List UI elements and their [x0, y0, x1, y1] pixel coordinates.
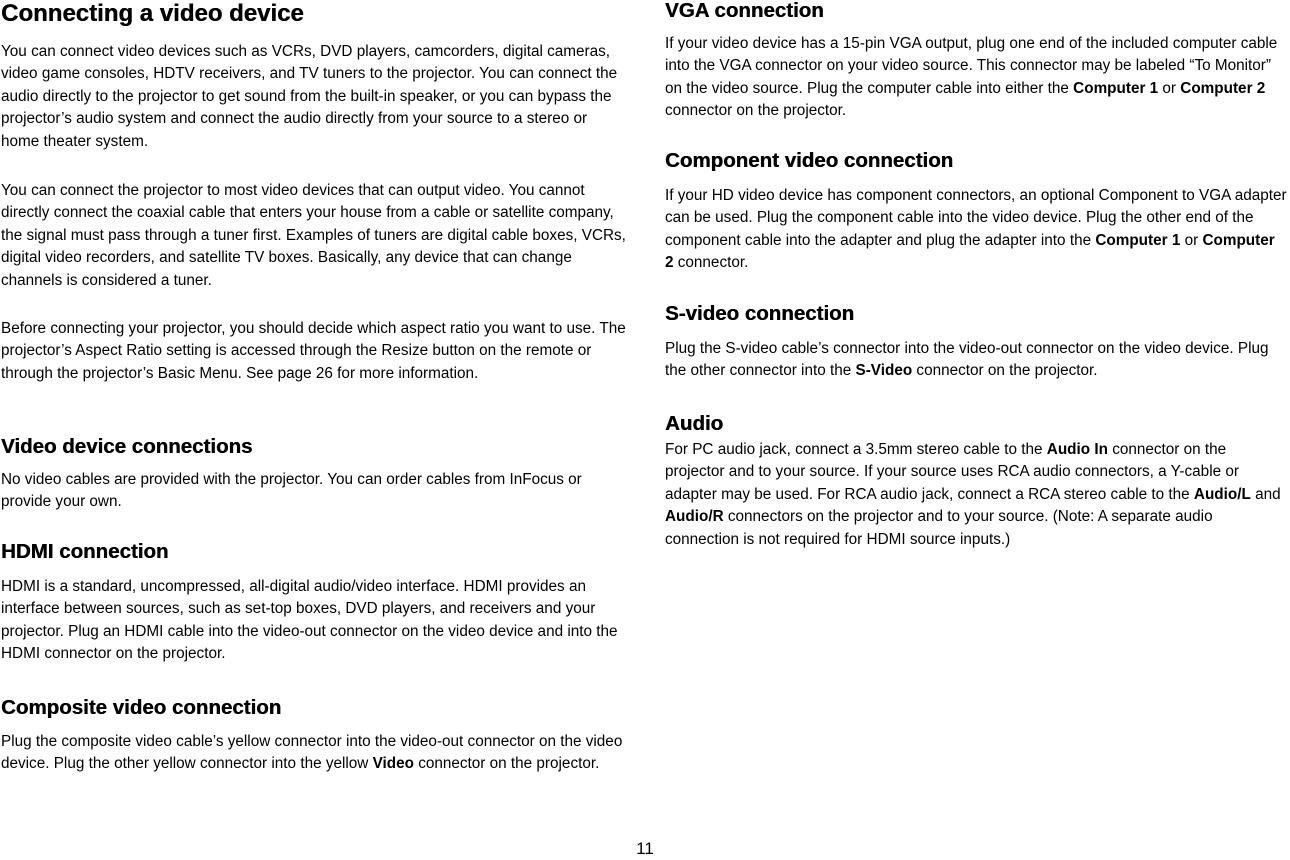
- composite-heading: Composite video connection: [1, 696, 282, 719]
- audio-in-term: Audio In: [1046, 441, 1108, 458]
- page-number: 11: [636, 839, 654, 858]
- hdmi-body: HDMI is a standard, uncompressed, all-digital audio/video interface. HDMI provides an interface between sources, such as set-top boxes, DVD players, and receivers and your projector. Plug an HDMI cable into the video-out connector on the video device and into the HDMI connector on the projector.: [1, 578, 618, 663]
- video-connections-body: No video cables are provided with the projector. You can order cables from InFocus or provide your own.: [1, 471, 582, 511]
- computer-2-term: Computer 2: [1180, 79, 1266, 97]
- audio-r-term: Audio/R: [665, 508, 724, 526]
- audio-heading: Audio: [665, 412, 724, 435]
- svideo-connector-term: S-Video: [855, 362, 913, 380]
- audio-body: For PC audio jack, connect a 3.5mm stereo cable to the Audio In connector on the projector and to your source. If your source uses RCA audio connectors, a Y-cable or adapter may be used. For RCA audio jack, connect a RCA stereo cable to the Audio/L and Audio/R connectors on the projector and to your source. (Note: A separate audio connection is not required for HDMI source inputs.): [665, 441, 1281, 548]
- intro-paragraph-1: You can connect video devices such as VCRs, DVD players, camcorders, digital cameras, video game consoles, HDTV receivers, and TV tuners to the projector. You can connect the audio directly to the projector to get sound from the built-in speaker, or you can bypass the projector’s audio system and connect the audio directly from your source to a stereo or home theater system.: [1, 43, 618, 150]
- page-title: Connecting a video device: [1, 0, 304, 27]
- component-heading: Component video connection: [665, 149, 954, 172]
- vga-body: If your video device has a 15-pin VGA output, plug one end of the included computer cable into the VGA connector on your video source. This connector may be labeled “To Monitor” on the video source. Plug the computer cable into either the Computer 1 or Computer 2 connector on the projector.: [665, 35, 1278, 120]
- hdmi-heading: HDMI connection: [1, 540, 169, 563]
- computer-1-term: Computer 1: [1073, 79, 1159, 97]
- svideo-body: Plug the S-video cable’s connector into the video-out connector on the video device. Plug the other connector into the S-Video connector on the projector.: [665, 340, 1269, 380]
- video-connector-term: Video: [372, 755, 414, 773]
- intro-paragraph-2: You can connect the projector to most video devices that can output video. You cannot directly connect the coaxial cable that enters your house from a cable or satellite company, the signal must pass through a tuner first. Examples of tuners are digital cable boxes, VCRs, digital video recorders, and satellite TV boxes. Basically, any device that can change channels is considered a tuner.: [1, 182, 626, 289]
- video-connections-heading: Video device connections: [1, 435, 253, 458]
- audio-l-term: Audio/L: [1193, 485, 1251, 503]
- computer-2-term: Computer 2: [665, 231, 1275, 272]
- intro-paragraph-3: Before connecting your projector, you should decide which aspect ratio you want to use. The projector’s Aspect Ratio setting is accessed through the Resize button on the remote or through the projector’s Basic Menu. See page 26 for more information.: [1, 320, 626, 382]
- svideo-heading: S-video connection: [665, 302, 855, 325]
- computer-1-term: Computer 1: [1095, 231, 1181, 249]
- vga-heading: VGA connection: [665, 0, 824, 22]
- composite-body: Plug the composite video cable’s yellow connector into the video-out connector on the video device. Plug the other yellow connector into the yellow Video connector on the projector.: [1, 733, 623, 773]
- component-body: If your HD video device has component connectors, an optional Component to VGA adapter can be used. Plug the component cable into the video device. Plug the other end of the component cable into the adapter and plug the adapter into the Computer 1 or Computer 2 connector.: [665, 187, 1287, 272]
